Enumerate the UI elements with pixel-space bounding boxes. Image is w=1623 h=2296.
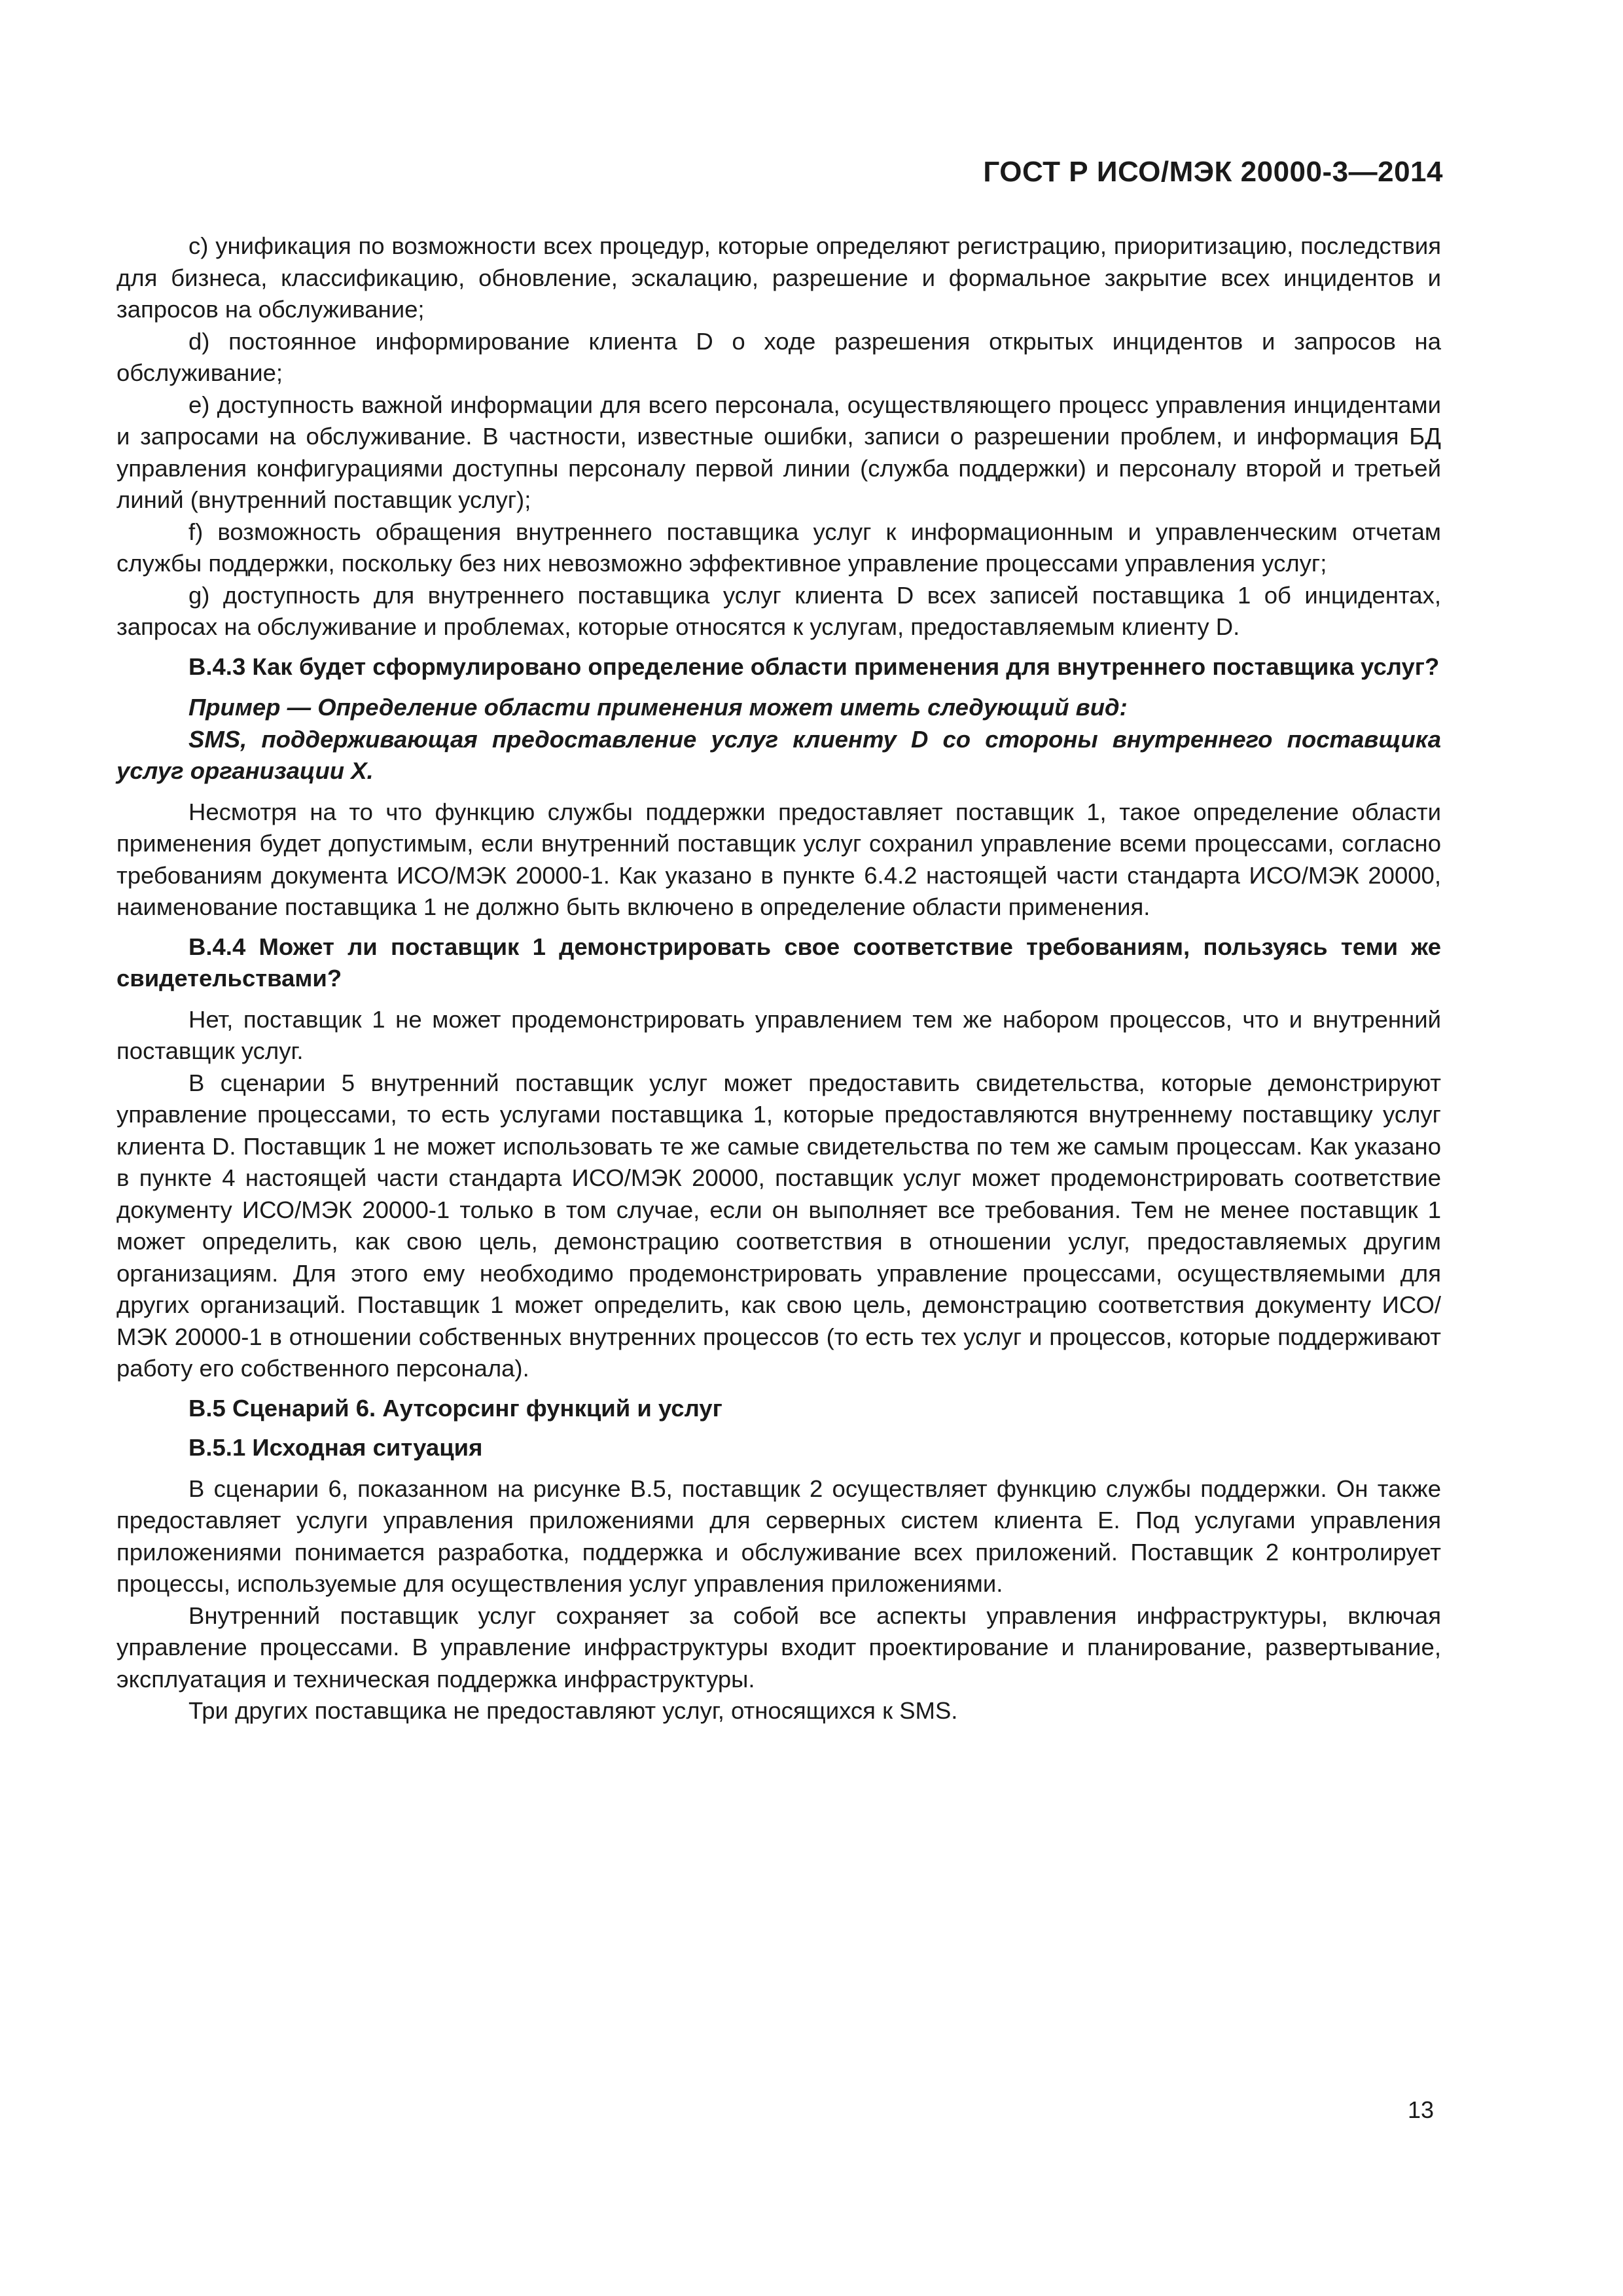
section-heading-b51: B.5.1 Исходная ситуация [188, 1434, 483, 1461]
paragraph: Несмотря на то что функцию службы поддержки предоставляет поставщик 1, такое определение области применения будет допустимым, если внутренний поставщик услуг сохранил управление всеми процессами, согласно требованиям документа ИСО/МЭК 20000-1. Как указано в пункте 6.4.2 настоящей части стандарта ИСО/МЭК 20000, наименование поставщика 1 не должно быть включено в определение области применения. [116, 798, 1441, 920]
paragraph: В сценарии 6, показанном на рисунке B.5, поставщик 2 осуществляет функцию службы поддержки. Он также предоставляет услуги управления приложениями для серверных систем клиента E. Под услугами управления приложениями понимается разработка, поддержка и обслуживание всех приложений. Поставщик 2 контролирует процессы, используемые для осуществления услуг управления приложениями. [116, 1475, 1441, 1597]
example-title: Пример — Определение области применения может иметь следующий вид: [188, 694, 1128, 721]
paragraph: Внутренний поставщик услуг сохраняет за собой все аспекты управления инфраструктуры, включая управление процессами. В управление инфраструктуры входит проектирование и планирование, развертывание, эксплуатация и техническая поддержка инфраструктуры. [116, 1602, 1441, 1693]
document-body [116, 230, 1441, 1727]
section-heading-b5: B.5 Сценарий 6. Аутсорсинг функций и услуг [188, 1394, 722, 1422]
section-heading-b43: B.4.3 Как будет сформулировано определение области применения для внутреннего поставщика услуг? [188, 653, 1440, 680]
example-text: SMS, поддерживающая предоставление услуг клиенту D со стороны внутреннего поставщика услуг организации X. [116, 725, 1441, 784]
page-number: 13 [1407, 2096, 1434, 2123]
document-header: ГОСТ Р ИСО/МЭК 20000-3—2014 [983, 156, 1443, 188]
list-item-c: c) унификация по возможности всех процедур, которые определяют регистрацию, приоритизацию, последствия для бизнеса, классификацию, обновление, эскалацию, разрешение и формальное закрытие всех инцидентов и запросов на обслуживание; [116, 232, 1441, 323]
paragraph: Три других поставщика не предоставляют услуг, относящихся к SMS. [188, 1697, 958, 1724]
paragraph: Нет, поставщик 1 не может продемонстрировать управлением тем же набором процессов, что и внутренний поставщик услуг. [116, 1005, 1441, 1064]
list-item-d: d) постоянное информирование клиента D о ходе разрешения открытых инцидентов и запросов на обслуживание; [116, 327, 1441, 386]
list-item-f: f) возможность обращения внутреннего поставщика услуг к информационным и управленческим отчетам службы поддержки, поскольку без них невозможно эффективное управление процессами управления услуг; [116, 518, 1441, 577]
list-item-e: e) доступность важной информации для всего персонала, осуществляющего процесс управления инцидентами и запросами на обслуживание. В частности, известные ошибки, записи о разрешении проблем, и информация БД управления конфигурациями доступны персоналу первой линии (служба поддержки) и персоналу второй и третьей линий (внутренний поставщик услуг); [116, 391, 1441, 513]
paragraph: В сценарии 5 внутренний поставщик услуг может предоставить свидетельства, которые демонстрируют управление процессами, то есть услугами поставщика 1, которые предоставляются внутреннему поставщику услуг клиента D. Поставщик 1 не может использовать те же самые свидетельства по тем же самым процессам. Как указано в пункте 4 настоящей части стандарта ИСО/МЭК 20000, поставщик услуг может продемонстрировать соответствие документу ИСО/МЭК 20000-1 только в том случае, если он выполняет все требования. Тем не менее поставщик 1 может определить, как свою цель, демонстрацию соответствия в отношении услуг, предоставляемых другим организациям. Для этого ему необходимо продемонстрировать управление процессами, осуществляемыми для других организаций. Поставщик 1 может определить, как свою цель, демонстрацию соответствия документу ИСО/МЭК 20000-1 в отношении собственных внутренних процессов (то есть тех услуг и процессов, которые поддерживают работу его собственного персонала). [116, 1069, 1441, 1382]
list-item-g: g) доступность для внутреннего поставщика услуг клиента D всех записей поставщика 1 об инцидентах, запросах на обслуживание и проблемах, которые относятся к услугам, предоставляемым клиенту D. [116, 581, 1441, 640]
section-heading-b44: B.4.4 Может ли поставщик 1 демонстрировать свое соответствие требованиям, пользуясь теми же свидетельствами? [116, 933, 1441, 992]
